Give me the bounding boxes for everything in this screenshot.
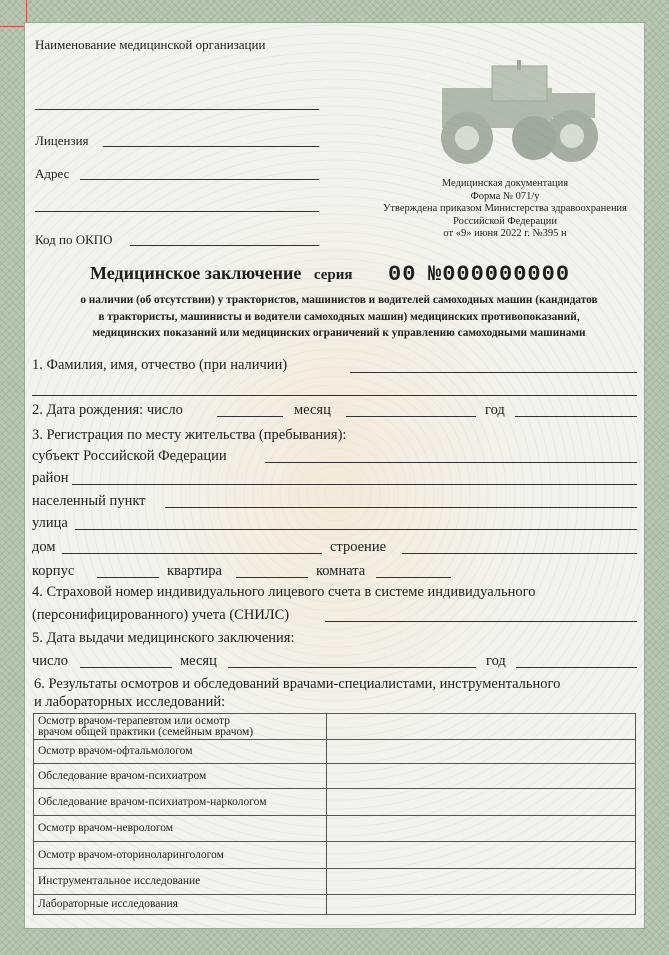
exam-name-cell: Осмотр врачом-оториноларингологом bbox=[34, 842, 327, 869]
org-name-field[interactable] bbox=[35, 109, 319, 110]
address-label: Адрес bbox=[35, 166, 70, 181]
apartment-field[interactable] bbox=[236, 577, 308, 578]
table-row bbox=[34, 714, 636, 740]
apartment-label: квартира bbox=[167, 563, 222, 579]
block-field[interactable] bbox=[97, 577, 159, 578]
building-label: строение bbox=[330, 539, 387, 555]
block-label: корпус bbox=[32, 563, 75, 579]
table-row bbox=[34, 895, 636, 915]
issue-day-label: число bbox=[32, 653, 68, 669]
okpo-label: Код по ОКПО bbox=[35, 232, 113, 247]
results-label: 6. Результаты осмотров и обследований врачами-специалистами, инструментального bbox=[34, 676, 561, 692]
document-subtitle bbox=[34, 292, 644, 342]
org-label: Наименование медицинской организации bbox=[35, 37, 266, 52]
house-label: дом bbox=[32, 539, 56, 555]
exam-result-cell[interactable] bbox=[327, 764, 636, 789]
table-row bbox=[34, 740, 636, 764]
birth-date-label: 2. Дата рождения: число bbox=[32, 402, 183, 418]
exam-name-cell: Обследование врачом-психиатром bbox=[34, 764, 327, 789]
license-field[interactable] bbox=[103, 146, 319, 147]
exam-name: Осмотр врачом-терапевтом или осмотр bbox=[38, 714, 230, 727]
results-label-2: и лабораторных исследований: bbox=[34, 694, 226, 710]
district-label: район bbox=[32, 470, 69, 486]
table-row bbox=[34, 816, 636, 842]
snils-label-2: (персонифицированного) учета (СНИЛС) bbox=[32, 607, 290, 623]
snils-label: 4. Страховой номер индивидуального лицевого счета в системе индивидуального bbox=[32, 584, 536, 600]
district-field[interactable] bbox=[72, 484, 637, 485]
street-label: улица bbox=[32, 515, 68, 531]
exam-name-cell: Обследование врачом-психиатром-наркологом bbox=[34, 789, 327, 816]
issue-month-field[interactable] bbox=[228, 667, 476, 668]
license-label: Лицензия bbox=[35, 133, 89, 148]
document-number: №000000000 bbox=[428, 262, 571, 287]
building-field[interactable] bbox=[402, 553, 637, 554]
exam-name-cell: Осмотр врачом-неврологом bbox=[34, 816, 327, 842]
issue-day-field[interactable] bbox=[80, 667, 172, 668]
form-info-line: от «9» июня 2022 г. №395 н bbox=[443, 228, 567, 239]
subtitle-line: в трактористы, машинисты и водители самоходных машин) медицинских противопоказаний, bbox=[98, 310, 580, 323]
full-name-label: 1. Фамилия, имя, отчество (при наличии) bbox=[32, 357, 288, 373]
exam-result-cell[interactable] bbox=[327, 895, 636, 915]
exam-name-cell: Лабораторные исследования bbox=[34, 895, 327, 915]
title-main: Медицинское заключение bbox=[90, 263, 302, 283]
series-label: серия bbox=[313, 267, 353, 283]
exam-name-2: врачом общей практики (семейным врачом) bbox=[38, 725, 254, 738]
exam-result-cell[interactable] bbox=[327, 842, 636, 869]
exam-results-table bbox=[33, 713, 636, 915]
subject-label: субъект Российской Федерации bbox=[32, 448, 227, 464]
birth-year-label: год bbox=[485, 402, 505, 418]
exam-result-cell[interactable] bbox=[327, 869, 636, 895]
exam-name-cell bbox=[34, 714, 327, 740]
table-row bbox=[34, 764, 636, 789]
form-info-line: Утверждена приказом Министерства здравоохранения bbox=[382, 203, 628, 214]
birth-month-label: месяц bbox=[294, 402, 331, 418]
table-row bbox=[34, 869, 636, 895]
form-info-line: Медицинская документация bbox=[441, 178, 569, 189]
birth-month-field[interactable] bbox=[346, 416, 476, 417]
subject-field[interactable] bbox=[265, 462, 637, 463]
table-row bbox=[34, 789, 636, 816]
registration-label: 3. Регистрация по месту жительства (пребывания): bbox=[32, 427, 347, 443]
exam-result-cell[interactable] bbox=[327, 789, 636, 816]
exam-result-cell[interactable] bbox=[327, 740, 636, 764]
issue-year-field[interactable] bbox=[516, 667, 637, 668]
exam-result-cell[interactable] bbox=[327, 714, 636, 740]
exam-name-cell: Инструментальное исследование bbox=[34, 869, 327, 895]
room-field[interactable] bbox=[376, 577, 451, 578]
room-label: комната bbox=[316, 563, 366, 579]
birth-year-field[interactable] bbox=[515, 416, 637, 417]
address-field[interactable] bbox=[80, 179, 319, 180]
form-info-line: Форма № 071/у bbox=[470, 190, 540, 202]
corner-mark bbox=[0, 0, 27, 27]
series-value: 00 bbox=[388, 262, 417, 287]
locality-label: населенный пункт bbox=[32, 493, 146, 509]
issue-month-label: месяц bbox=[180, 653, 217, 669]
address-field-2[interactable] bbox=[35, 211, 319, 212]
locality-field[interactable] bbox=[165, 507, 637, 508]
form-info-block bbox=[360, 178, 650, 241]
birth-day-field[interactable] bbox=[217, 416, 283, 417]
full-name-field-2[interactable] bbox=[32, 395, 637, 396]
street-field[interactable] bbox=[75, 529, 637, 530]
okpo-field[interactable] bbox=[130, 245, 319, 246]
subtitle-line: медицинских показаний или медицинских ограничений к управлению самоходными машинами bbox=[92, 327, 586, 339]
table-row bbox=[34, 842, 636, 869]
subtitle-line: о наличии (об отсутствии) у трактористов, машинистов и водителей самоходных машин (кандидатов bbox=[80, 294, 598, 306]
issue-year-label: год bbox=[486, 653, 506, 669]
snils-field[interactable] bbox=[325, 621, 637, 622]
document-title bbox=[90, 263, 352, 284]
exam-name-cell: Осмотр врачом-офтальмологом bbox=[34, 740, 327, 764]
full-name-field[interactable] bbox=[350, 372, 637, 373]
house-field[interactable] bbox=[62, 553, 322, 554]
issue-date-label: 5. Дата выдачи медицинского заключения: bbox=[32, 630, 295, 646]
form-info-line: Российской Федерации bbox=[453, 215, 557, 227]
tractor-illustration bbox=[422, 58, 612, 168]
exam-result-cell[interactable] bbox=[327, 816, 636, 842]
